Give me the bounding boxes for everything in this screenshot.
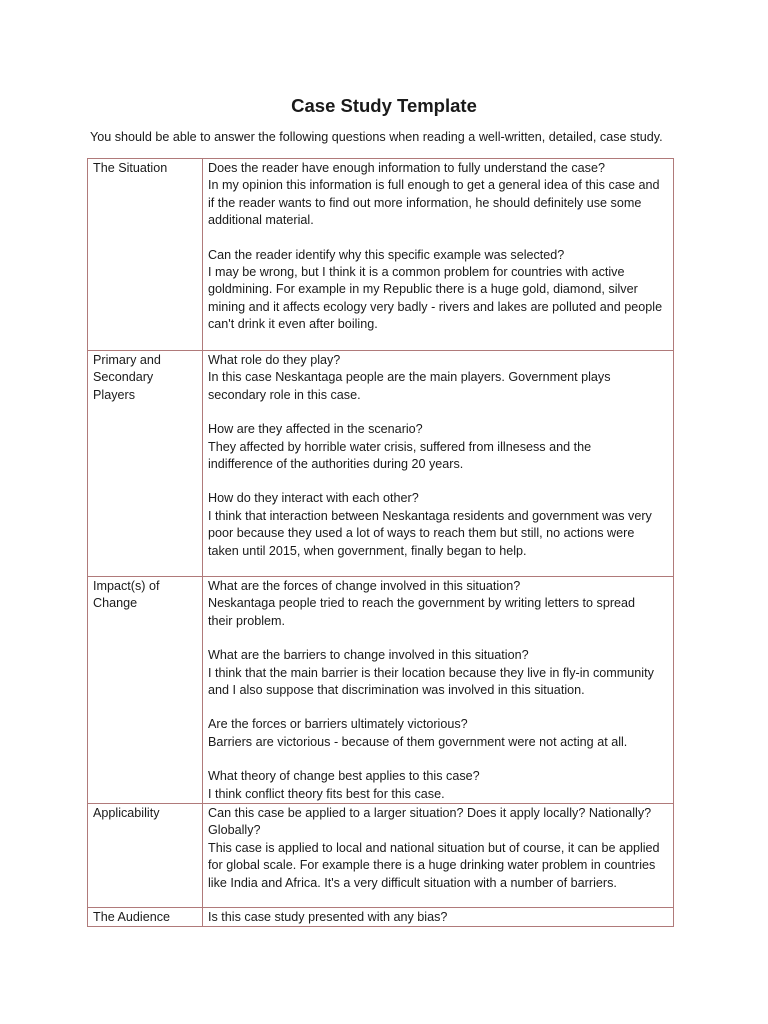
row-label: Primary and <box>93 353 161 367</box>
answer-line: Globally? <box>208 823 261 838</box>
answer-line: secondary role in this case. <box>208 387 361 402</box>
table-row <box>88 577 674 804</box>
row-label: Change <box>93 596 138 611</box>
qa-block <box>208 421 668 473</box>
qa-block <box>208 160 668 230</box>
row-label-cell <box>88 577 203 804</box>
answer-line: mining and it affects ecology very badly - rivers and lakes are polluted and people <box>208 299 663 314</box>
answer-line: indifference of the authorities during 20 years. <box>208 457 464 472</box>
answer-line: taken until 2015, when government, finally began to help. <box>208 543 527 558</box>
table-row <box>88 159 674 351</box>
qa-block <box>208 909 668 926</box>
qa-block <box>208 768 668 803</box>
row-label-cell <box>88 804 203 908</box>
question-text: How do they interact with each other? <box>208 491 419 506</box>
question-text: How are they affected in the scenario? <box>208 422 423 437</box>
answer-line: can't drink it even after boiling. <box>208 317 378 332</box>
question-text: What are the barriers to change involved in this situation? <box>208 648 529 663</box>
table-row <box>88 908 674 927</box>
qa-block <box>208 805 668 892</box>
row-label: Impact(s) of <box>93 579 160 593</box>
answer-line: poor because they used a lot of ways to reach them but still, no actions were <box>208 526 635 541</box>
answer-line: In this case Neskantaga people are the main players. Government plays <box>208 370 611 385</box>
document-title: Case Study Template <box>291 95 477 116</box>
answer-line: I think conflict theory fits best for this case. <box>208 786 445 801</box>
row-label: Secondary <box>93 370 154 385</box>
answer-line: for global scale. For example there is a huge drinking water problem in countries <box>208 858 656 873</box>
row-label: The Audience <box>93 910 171 925</box>
qa-block <box>208 647 668 699</box>
qa-block <box>208 490 668 560</box>
question-text: Can the reader identify why this specific example was selected? <box>208 247 565 262</box>
case-study-table <box>87 158 674 927</box>
answer-line: I think that the main barrier is their location because they live in fly-in community <box>208 665 654 680</box>
answer-line: I may be wrong, but I think it is a common problem for countries with active <box>208 265 625 280</box>
row-content-cell <box>203 577 674 804</box>
question-text: Is this case study presented with any bias? <box>208 910 448 925</box>
question-text: What theory of change best applies to this case? <box>208 769 480 784</box>
qa-block <box>208 578 668 630</box>
row-label: Players <box>93 387 135 402</box>
row-label-cell <box>88 908 203 927</box>
row-content-cell <box>203 908 674 927</box>
row-content-cell <box>203 159 674 351</box>
table-row <box>88 351 674 577</box>
answer-line: They affected by horrible water crisis, suffered from illnesess and the <box>208 439 592 454</box>
question-text: Are the forces or barriers ultimately victorious? <box>208 717 468 732</box>
question-text: Does the reader have enough information to fully understand the case? <box>208 161 605 175</box>
qa-block <box>208 247 668 334</box>
row-label-cell <box>88 159 203 351</box>
intro-text: You should be able to answer the following questions when reading a well-written, detailed, case study. <box>90 130 663 144</box>
answer-line: their problem. <box>208 613 285 628</box>
answer-line: if the reader wants to find out more information, he should definitely use some <box>208 195 642 210</box>
answer-line: This case is applied to local and national situation but of course, it can be applied <box>208 840 660 855</box>
answer-line: Neskantaga people tried to reach the government by writing letters to spread <box>208 596 636 611</box>
answer-line: goldmining. For example in my Republic there is a huge gold, diamond, silver <box>208 282 638 297</box>
row-content-cell <box>203 804 674 908</box>
qa-block <box>208 716 668 751</box>
row-label-cell <box>88 351 203 577</box>
answer-line: additional material. <box>208 213 314 228</box>
answer-line: like India and Africa. It's a very difficult situation with a number of barriers. <box>208 875 617 890</box>
row-label: Applicability <box>93 806 160 821</box>
qa-block <box>208 352 668 404</box>
answer-line: and I also suppose that discrimination was involved in this situation. <box>208 683 585 698</box>
answer-line: I think that interaction between Neskantaga residents and government was very <box>208 508 652 523</box>
answer-line: Barriers are victorious - because of them government were not acting at all. <box>208 734 628 749</box>
question-text: What are the forces of change involved in this situation? <box>208 579 521 593</box>
row-label: The Situation <box>93 161 168 175</box>
table-row <box>88 804 674 908</box>
row-content-cell <box>203 351 674 577</box>
answer-line: In my opinion this information is full enough to get a general idea of this case and <box>208 178 660 193</box>
question-text: What role do they play? <box>208 353 341 367</box>
question-text: Can this case be applied to a larger situation? Does it apply locally? Nationally? <box>208 806 652 821</box>
